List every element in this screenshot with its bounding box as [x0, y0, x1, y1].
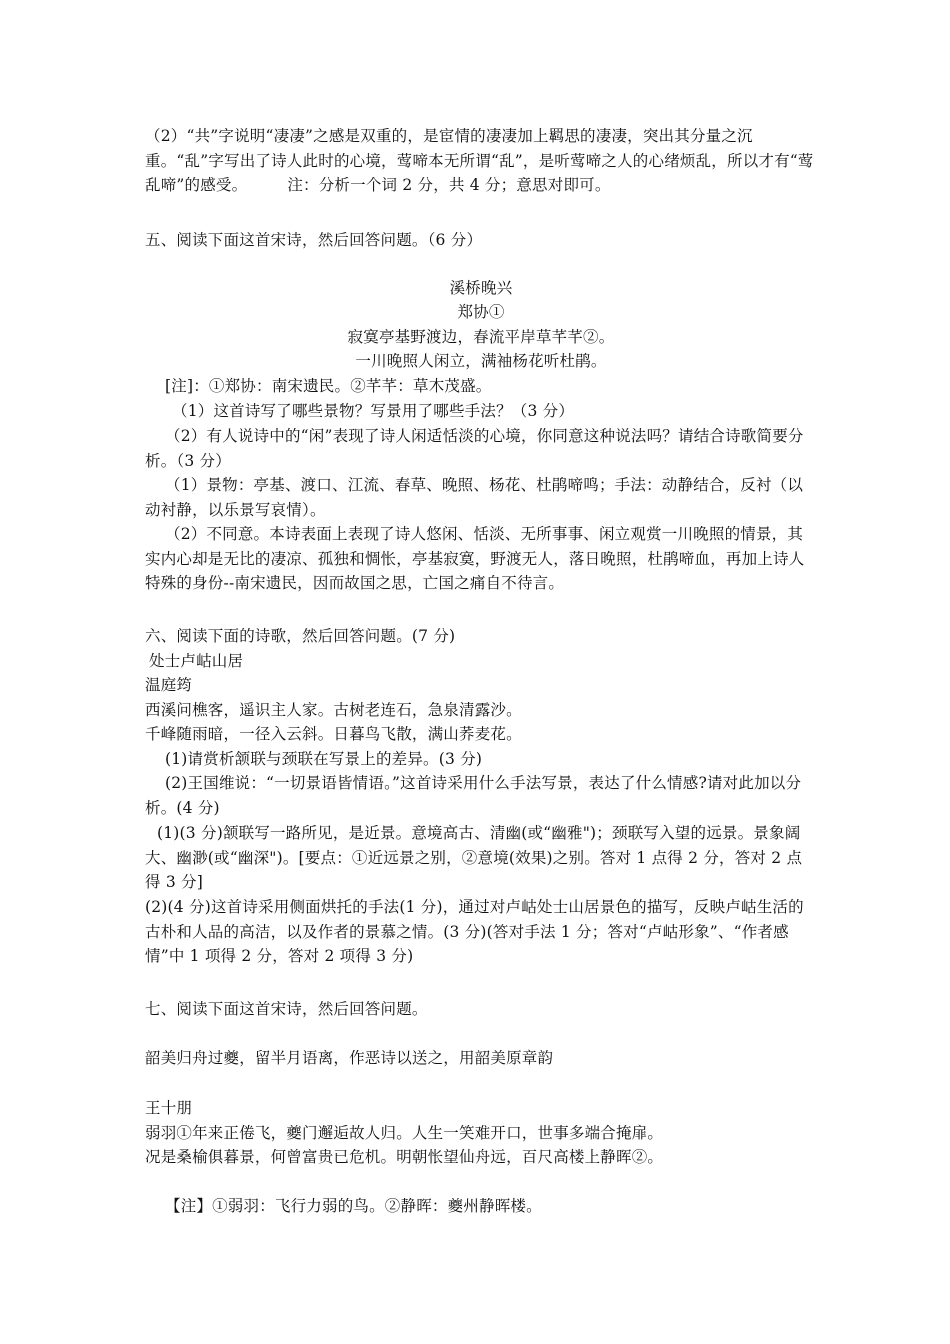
s7-heading: 七、阅读下面这首宋诗，然后回答问题。 — [145, 1000, 428, 1018]
s6-poem-line-1: 西溪问樵客，遥识主人家。古树老连石，急泉清露沙。 — [145, 701, 522, 719]
s6-question-2: (2)王国维说：“一切景语皆情语。”这首诗采用什么手法写景，表达了什么情感?请对此加以分析。(4 分) — [145, 774, 802, 817]
s4-scoring-note: 注：分析一个词 2 分，共 4 分；意思对即可。 — [287, 176, 611, 194]
s6-question-1: (1)请赏析颔联与颈联在写景上的差异。(3 分) — [165, 750, 483, 768]
s6-poem-author: 温庭筠 — [145, 676, 193, 694]
s6-poem-line-2: 千峰随雨暗，一径入云斜。日暮鸟飞散，满山荞麦花。 — [145, 725, 522, 743]
s5-answer-1: （1）景物：亭基、渡口、江流、春草、晚照、杨花、杜鹃啼鸣；手法：动静结合，反衬（以动衬静，以乐景写哀情）。 — [145, 476, 804, 519]
s5-question-1: （1）这首诗写了哪些景物？写景用了哪些手法？（3 分） — [172, 402, 575, 420]
s5-heading: 五、阅读下面这首宋诗，然后回答问题。（6 分） — [145, 231, 483, 249]
s7-poem-line-1: 弱羽①年来正倦飞，夔门邂逅故人归。人生一笑难开口，世事多端合掩扉。 — [145, 1124, 664, 1142]
s6-heading: 六、阅读下面的诗歌，然后回答问题。(7 分) — [145, 627, 456, 645]
s5-annotation: [注]：①郑协：南宋遗民。②芊芊：草木茂盛。 — [165, 377, 492, 395]
s7-poem-title: 韶美归舟过夔，留半月语离，作恶诗以送之，用韶美原章韵 — [145, 1049, 554, 1067]
s7-poem-author: 王十朋 — [145, 1099, 193, 1117]
s4-answer2 — [145, 124, 817, 198]
s7-poem-line-2: 况是桑榆俱暮景，何曾富贵已危机。明朝怅望仙舟远，百尺高楼上静晖②。 — [145, 1148, 664, 1166]
s4-answer2-text: （2）“共”字说明“凄凄”之感是双重的，是宦情的凄凄加上羁思的凄凄，突出其分量之沉重。“乱”字写出了诗人此时的心境，莺啼本无所谓“乱”，是听莺啼之人的心绪烦乱，所以才有“莺乱啼”的感受。 — [145, 127, 814, 194]
s7-annotation: 【注】①弱羽：飞行力弱的鸟。②静晖：夔州静晖楼。 — [165, 1197, 542, 1215]
s6-poem-title: 处士卢岵山居 — [149, 652, 244, 670]
s5-answer-2: （2）不同意。本诗表面上表现了诗人悠闲、恬淡、无所事事、闲立观赏一川晚照的情景，其实内心却是无比的凄凉、孤独和惆怅，亭基寂寞，野渡无人，落日晚照，杜鹃啼血，再加上诗人特殊的身份--南宋遗民，因而故国之思，亡国之痛自不待言。 — [145, 525, 805, 592]
s5-poem-title: 溪桥晚兴 — [449, 279, 513, 297]
s6-answer-1: (1)(3 分)颔联写一路所见，是近景。意境高古、清幽(或“幽雅")；颈联写入望的远景。景象阔大、幽渺(或“幽深")。[要点：①近远景之别，②意境(效果)之别。答对 1 点得 2 分，答对 2 点得 3 分] — [145, 824, 803, 891]
s5-poem-line-2: 一川晚照人闲立，满袖杨花听杜鹃。 — [355, 352, 607, 370]
s5-question-2: （2）有人说诗中的“闲”表现了诗人闲适恬淡的心境，你同意这种说法吗？请结合诗歌简要分析。（3 分） — [145, 427, 804, 470]
s6-answer-2: (2)(4 分)这首诗采用侧面烘托的手法(1 分)，通过对卢岵处士山居景色的描写，反映卢岵生活的古朴和人品的高洁，以及作者的景慕之情。(3 分)(答对手法 1 分；答对“卢岵形象”、“作者感情”中 1 项得 2 分，答对 2 项得 3 分) — [145, 898, 804, 965]
s5-poem-line-1: 寂寞亭基野渡边，春流平岸草芊芊②。 — [347, 328, 615, 346]
s5-poem-author: 郑协① — [457, 303, 505, 321]
